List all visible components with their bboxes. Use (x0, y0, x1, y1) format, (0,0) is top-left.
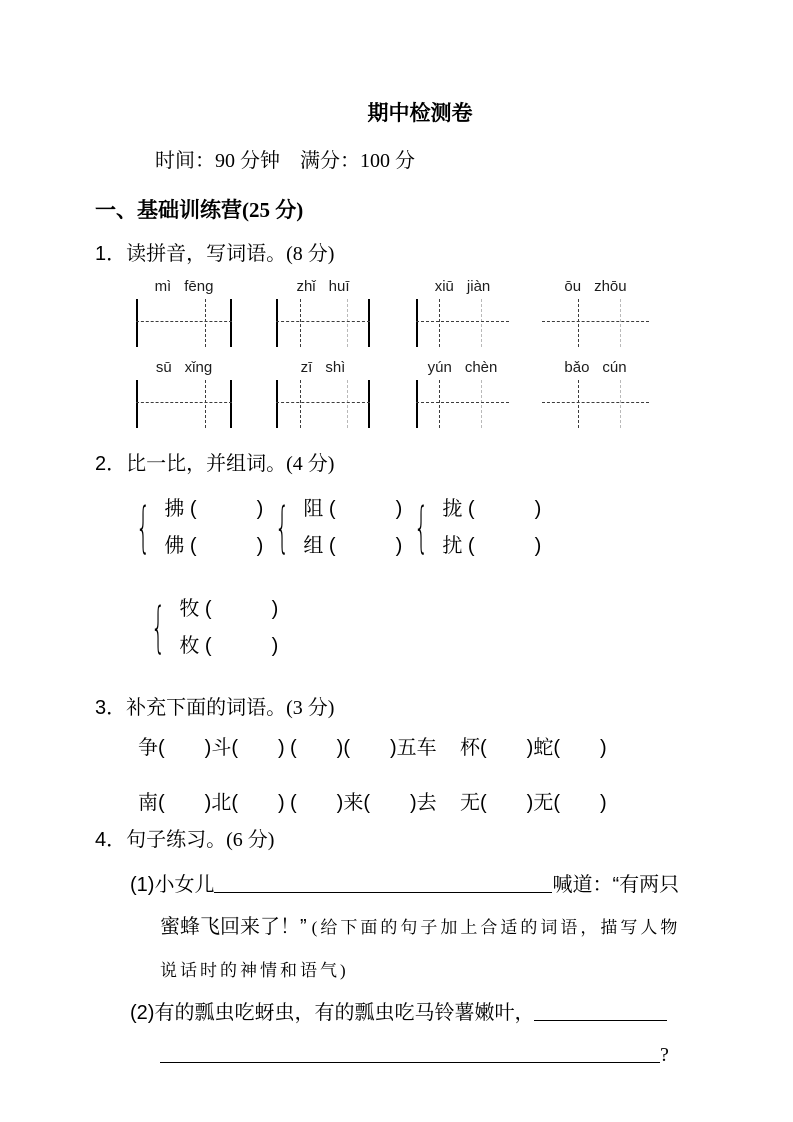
sentence-line (160, 957, 700, 984)
grid-line (368, 380, 370, 428)
pinyin-row-2 (136, 359, 700, 428)
pinyin-syllable: ōu (564, 278, 582, 296)
pinyin-syllable: chèn (464, 359, 498, 377)
grid-line (300, 299, 301, 347)
idiom-blank: 争( )斗( ) (138, 737, 285, 760)
pinyin-word-group (276, 359, 370, 428)
q1-label (95, 243, 700, 266)
word-blank: 拂 ( ) (164, 498, 264, 521)
sentence-line (160, 914, 700, 941)
writing-grid (276, 380, 370, 428)
q4-label (95, 829, 700, 852)
pinyin-writing-area (136, 278, 700, 428)
section-points: (25 分) (242, 198, 304, 222)
writing-grid (416, 299, 509, 347)
grid-line (578, 299, 579, 347)
pinyin-label (542, 359, 649, 377)
brace-icon: { (136, 496, 151, 560)
pair-words (442, 491, 541, 565)
q1-points: (8 分) (286, 243, 335, 266)
grid-line (276, 321, 370, 322)
answer-blank (214, 876, 552, 893)
pinyin-label (542, 278, 649, 296)
idiom-blank: ( )来( )去 (290, 792, 437, 815)
grid-line (276, 380, 278, 428)
grid-line (205, 380, 206, 428)
pinyin-word-group (136, 359, 232, 428)
writing-grid (542, 380, 649, 428)
sentence-text: 喊道：“有两只 (552, 874, 680, 897)
grid-line (276, 299, 278, 347)
brace-icon: { (151, 596, 166, 660)
grid-line (230, 299, 232, 347)
q3-label (95, 697, 700, 720)
word-blank: 阻 ( ) (303, 498, 403, 521)
sentence-line (130, 1000, 700, 1026)
writing-grid (416, 380, 509, 428)
pinyin-word-group (542, 278, 649, 347)
writing-grid (542, 299, 649, 347)
grid-line (230, 380, 232, 428)
sentence-line (130, 872, 700, 898)
grid-line (300, 380, 301, 428)
compare-pair (151, 591, 290, 665)
hint-text: (给下面的句子加上合适的词语，描写人物 (311, 918, 681, 938)
sentence-text: ? (660, 1044, 669, 1067)
idiom-blank: ( )( )五车 (290, 737, 437, 760)
q2-label-text: 2．比一比，并组词。 (95, 453, 287, 476)
pinyin-syllable: fēng (184, 278, 214, 296)
idiom-row (138, 792, 700, 815)
grid-line (620, 299, 621, 347)
grid-line (276, 402, 370, 403)
sentence-line (160, 1042, 700, 1068)
compare-pairs-row (151, 591, 700, 665)
exam-info-line: 时间：90 分钟 满分：100 分 (155, 150, 415, 172)
pinyin-syllable: cún (602, 359, 627, 377)
pair-words (164, 491, 263, 565)
idiom-blank: 无( )无( ) (460, 792, 607, 815)
pinyin-label (276, 359, 370, 377)
pair-words (303, 491, 402, 565)
grid-line (481, 299, 482, 347)
compare-pair (136, 491, 275, 565)
grid-line (578, 380, 579, 428)
grid-line (542, 321, 649, 322)
grid-line (347, 299, 348, 347)
q4-points: (6 分) (226, 829, 275, 852)
grid-line (136, 380, 138, 428)
grid-line (620, 380, 621, 428)
pinyin-syllable: xǐng (184, 359, 213, 377)
word-blank: 拢 ( ) (442, 498, 542, 521)
grid-line (481, 380, 482, 428)
pinyin-label (416, 278, 509, 296)
writing-grid (136, 380, 232, 428)
compare-pair (275, 491, 414, 565)
sentence-text: 蜜蜂飞回来了！” (160, 916, 307, 939)
grid-line (368, 299, 370, 347)
grid-line (416, 299, 418, 347)
grid-line (205, 299, 206, 347)
writing-grid (136, 299, 232, 347)
grid-line (416, 380, 418, 428)
pinyin-syllable: shì (325, 359, 346, 377)
pinyin-syllable: zī (300, 359, 313, 377)
grid-line (542, 402, 649, 403)
section-heading (95, 199, 700, 222)
pinyin-syllable: xiū (434, 278, 454, 296)
grid-line (439, 299, 440, 347)
q2-label (95, 453, 700, 476)
pinyin-syllable: jiàn (466, 278, 491, 296)
pinyin-label (136, 278, 232, 296)
word-blank: 枚 ( ) (179, 635, 279, 658)
compare-pair (414, 491, 553, 565)
idiom-blank: 南( )北( ) (138, 792, 285, 815)
grid-line (439, 380, 440, 428)
pinyin-word-group (542, 359, 649, 428)
brace-icon: { (414, 496, 429, 560)
pinyin-label (276, 278, 370, 296)
q1-label-text: 1．读拼音，写词语。 (95, 243, 287, 266)
pinyin-word-group (276, 278, 370, 347)
compare-pairs-row (136, 491, 700, 565)
answer-blank (160, 1046, 660, 1063)
pinyin-syllable: mì (154, 278, 172, 296)
hint-text: 说话时的神情和语气) (160, 961, 349, 981)
pinyin-label (416, 359, 509, 377)
answer-blank (534, 1004, 667, 1021)
page-title: 期中检测卷 (367, 101, 473, 125)
grid-line (136, 402, 232, 403)
pinyin-word-group (136, 278, 232, 347)
idiom-blank: 杯( )蛇( ) (460, 737, 607, 760)
grid-line (136, 299, 138, 347)
word-blank: 组 ( ) (303, 535, 403, 558)
word-blank: 牧 ( ) (179, 598, 279, 621)
idiom-row (138, 737, 700, 760)
q3-points: (3 分) (286, 697, 335, 720)
word-blank: 扰 ( ) (442, 535, 542, 558)
grid-line (136, 321, 232, 322)
pinyin-row-1 (136, 278, 700, 347)
sentence-text: (2)有的瓢虫吃蚜虫，有的瓢虫吃马铃薯嫩叶， (130, 1002, 535, 1025)
grid-line (416, 321, 509, 322)
pinyin-syllable: sū (155, 359, 172, 377)
pinyin-word-group (416, 278, 509, 347)
pair-words (179, 591, 278, 665)
pinyin-syllable: zhōu (594, 278, 627, 296)
writing-grid (276, 299, 370, 347)
sentence-text: (1)小女儿 (130, 874, 215, 897)
pinyin-syllable: huī (328, 278, 350, 296)
pinyin-syllable: yún (427, 359, 452, 377)
pinyin-syllable: bǎo (564, 359, 590, 377)
pinyin-word-group (416, 359, 509, 428)
grid-line (347, 380, 348, 428)
pinyin-label (136, 359, 232, 377)
q4-label-text: 4．句子练习。 (95, 829, 227, 852)
word-blank: 佛 ( ) (164, 535, 264, 558)
grid-line (416, 402, 509, 403)
q3-label-text: 3．补充下面的词语。 (95, 697, 287, 720)
pinyin-syllable: zhǐ (296, 278, 316, 296)
q2-points: (4 分) (286, 453, 335, 476)
brace-icon: { (275, 496, 290, 560)
section-heading-text: 一、基础训练营 (95, 199, 242, 222)
